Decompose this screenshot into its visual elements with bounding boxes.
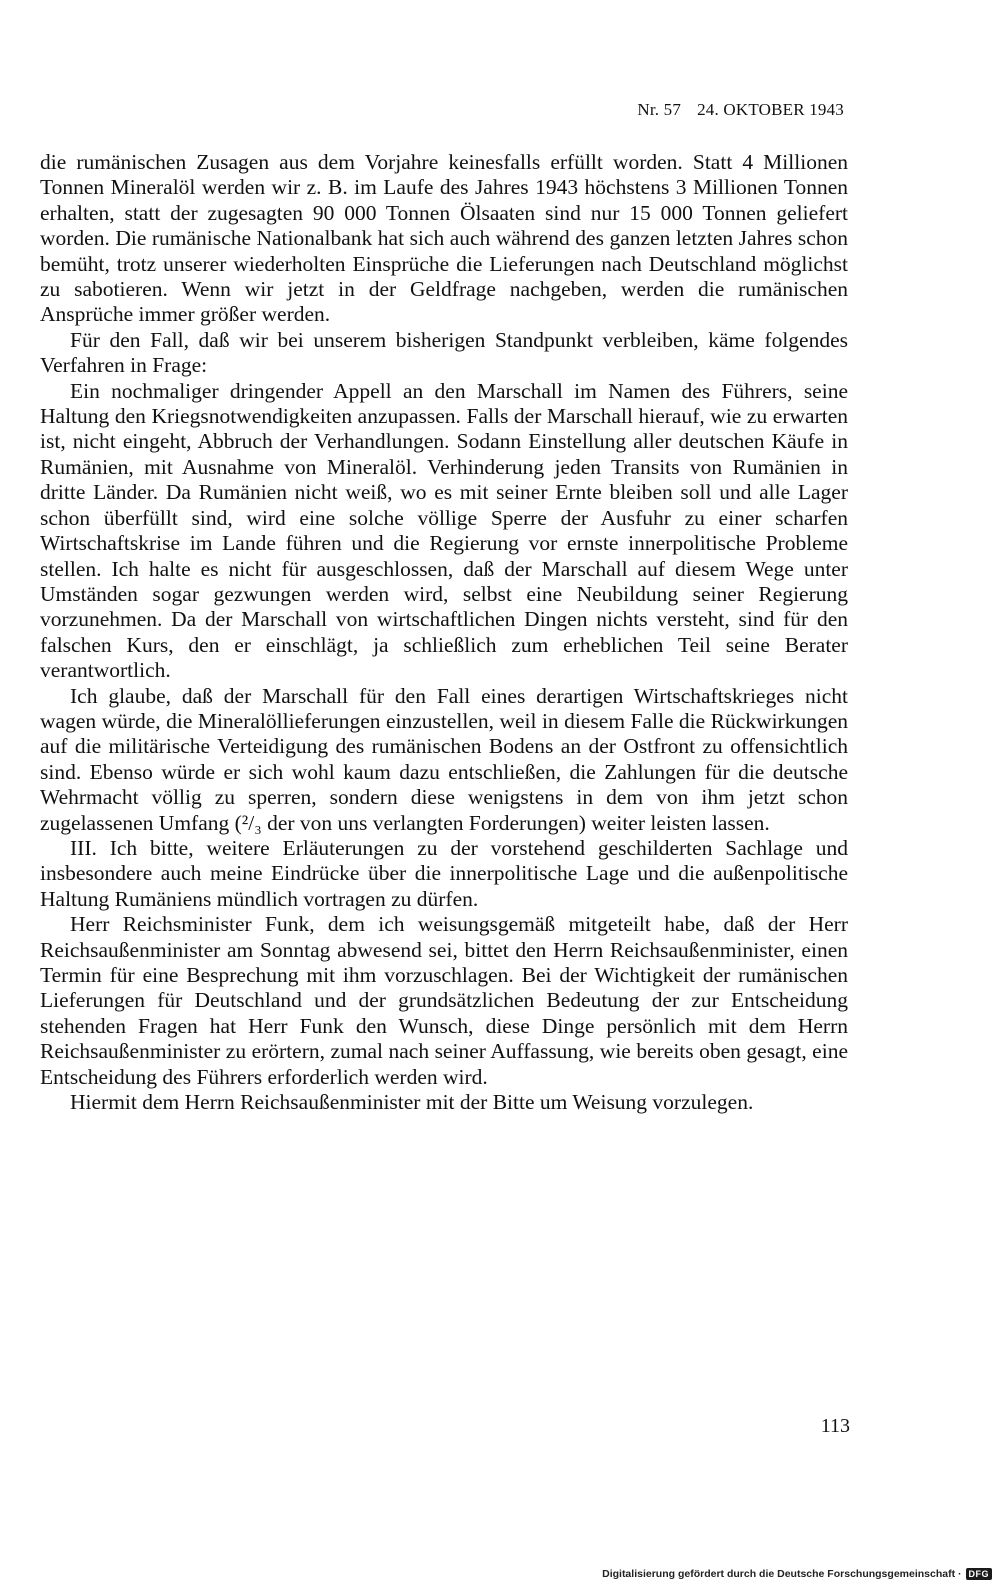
body-text	[40, 150, 848, 1115]
running-header	[560, 100, 844, 120]
page-number: 113	[820, 1415, 850, 1437]
paragraph: Ich glaube, daß der Marschall für den Fall eines derartigen Wirtschaftskrieges nicht wagen würde, die Mineralöllieferungen einzustellen, weil in diesem Falle die Rückwirkungen auf die militärische Verteidigung des rumänischen Bodens an der Ostfront zu offensichtlich sind. Ebenso würde er sich wohl kaum dazu entschließen, die Zahlungen für die deutsche Wehrmacht völlig zu sperren, sondern diese wenigstens in dem von ihm jetzt schon zugelassenen Umfang (²/₃ der von uns verlangten Forderungen) weiter leisten lassen.	[40, 683, 848, 835]
document-date: 24. OKTOBER 1943	[697, 100, 844, 119]
paragraph: Hiermit dem Herrn Reichsaußenminister mit der Bitte um Weisung vorzulegen.	[70, 1090, 754, 1115]
paragraph: Ein nochmaliger dringender Appell an den Marschall im Namen des Führers, seine Haltung den Kriegsnotwendigkeiten anzupassen. Falls der Marschall hierauf, wie zu erwarten ist, nicht eingeht, Abbruch der Verhandlungen. Sodann Einstellung aller deutschen Käufe in Rumänien, mit Ausnahme von Mineralöl. Verhinderung jeden Transits von Rumänien in dritte Länder. Da Rumänien nicht weiß, wo es mit seiner Ernte bleiben soll und alle Lager schon überfüllt sind, wird eine solche völlige Sperre der Ausfuhr zu einer scharfen Wirtschaftskrise im Lande führen und die Regierung vor ernste innerpolitische Probleme stellen. Ich halte es nicht für ausgeschlossen, daß der Marschall auf diesem Wege unter Umständen sogar gezwungen werden wird, selbst eine Neubildung seiner Regierung vorzunehmen. Da der Marschall von wirtschaftlichen Dingen nichts versteht, sind für den falschen Kurs, den er einschlägt, ja schließlich zum erheblichen Teil seine Berater verantwortlich.	[40, 378, 848, 683]
digitization-footer	[602, 1568, 992, 1580]
footer-credit: Digitalisierung gefördert durch die Deutsche Forschungsgemeinschaft ·	[602, 1568, 962, 1580]
paragraph: die rumänischen Zusagen aus dem Vorjahre keinesfalls erfüllt worden. Statt 4 Millionen Tonnen Mineralöl werden wir z. B. im Laufe des Jahres 1943 höchstens 3 Millionen Tonnen erhalten, statt der zugesagten 90 000 Tonnen Ölsaaten sind nur 15 000 Tonnen geliefert worden. Die rumänische Nationalbank hat sich auch während des ganzen letzten Jahres schon bemüht, trotz unserer wiederholten Einsprüche die Lieferungen nach Deutschland möglichst zu sabotieren. Wenn wir jetzt in der Geldfrage nachgeben, werden die rumänischen Ansprüche immer größer werden.	[40, 150, 848, 327]
document-number: Nr. 57	[637, 100, 682, 119]
paragraph: III. Ich bitte, weitere Erläuterungen zu der vorstehend geschilderten Sachlage und insbesondere auch meine Eindrücke über die innerpolitische Lage und die außenpolitische Haltung Rumäniens mündlich vortragen zu dürfen.	[40, 835, 848, 911]
paragraph: Für den Fall, daß wir bei unserem bisherigen Standpunkt verbleiben, käme folgendes Verfahren in Frage:	[40, 327, 848, 378]
dfg-logo-icon: DFG	[966, 1568, 993, 1580]
paragraph: Herr Reichsminister Funk, dem ich weisungsgemäß mitgeteilt habe, daß der Herr Reichsaußenminister am Sonntag abwesend sei, bittet den Herrn Reichsaußenminister, einen Termin für eine Besprechung mit ihm vorzuschlagen. Bei der Wichtigkeit der rumänischen Lieferungen für Deutschland und der grundsätzlichen Bedeutung der zur Entscheidung stehenden Fragen hat Herr Funk den Wunsch, diese Dinge persönlich mit dem Herrn Reichsaußenminister zu erörtern, zumal nach seiner Auffassung, wie bereits oben gesagt, eine Entscheidung des Führers erforderlich werden wird.	[40, 912, 848, 1089]
